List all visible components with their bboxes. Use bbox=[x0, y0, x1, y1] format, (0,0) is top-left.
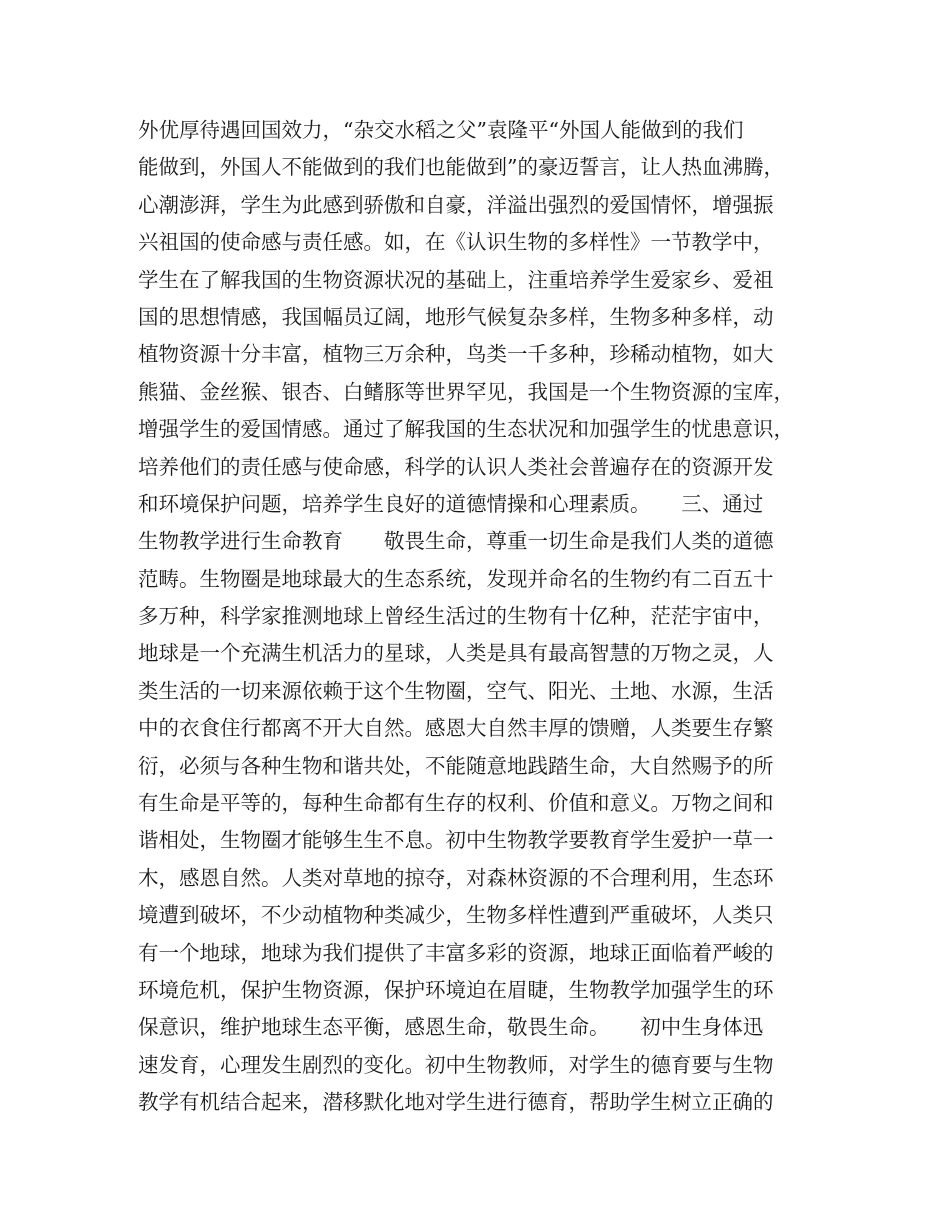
text-line: 兴祖国的使命感与责任感。如，在《认识生物的多样性》一节教学中， bbox=[138, 230, 774, 255]
text-line: 速发育，心理发生剧烈的变化。初中生物教师，对学生的德育要与生物 bbox=[138, 1052, 774, 1077]
text-line: 增强学生的爱国情感。通过了解我国的生态状况和加强学生的忧患意识， bbox=[138, 417, 794, 442]
text-line: 能做到，外国人不能做到的我们也能做到”的豪迈誓言，让人热血沸腾， bbox=[138, 155, 784, 180]
text-line: 有生命是平等的，每种生命都有生存的权利、价值和意义。万物之间和 bbox=[138, 791, 774, 816]
text-line: 植物资源十分丰富，植物三万余种，鸟类一千多种，珍稀动植物，如大 bbox=[138, 342, 774, 367]
text-line: 生物教学进行生命教育 敬畏生命，尊重一切生命是我们人类的道德 bbox=[138, 529, 774, 554]
text-line: 保意识，维护地球生态平衡，感恩生命，敬畏生命。 初中生身体迅 bbox=[138, 1015, 764, 1040]
text-line: 学生在了解我国的生物资源状况的基础上，注重培养学生爱家乡、爱祖 bbox=[138, 267, 774, 292]
text-line: 有一个地球，地球为我们提供了丰富多彩的资源，地球正面临着严峻的 bbox=[138, 940, 774, 965]
text-line: 培养他们的责任感与使命感，科学的认识人类社会普遍存在的资源开发 bbox=[138, 454, 774, 479]
text-line: 中的衣食住行都离不开大自然。感恩大自然丰厚的馈赠，人类要生存繁 bbox=[138, 716, 774, 741]
body-text bbox=[138, 112, 838, 1122]
text-line: 木，感恩自然。人类对草地的掠夺，对森林资源的不合理利用，生态环 bbox=[138, 865, 774, 890]
text-line: 教学有机结合起来，潜移默化地对学生进行德育，帮助学生树立正确的 bbox=[138, 1090, 774, 1115]
text-line: 和环境保护问题，培养学生良好的道德情操和心理素质。 三、通过 bbox=[138, 491, 764, 516]
text-line: 环境危机，保护生物资源，保护环境迫在眉睫，生物教学加强学生的环 bbox=[138, 977, 774, 1002]
text-line: 心潮澎湃，学生为此感到骄傲和自豪，洋溢出强烈的爱国情怀，增强振 bbox=[138, 192, 774, 217]
text-line: 外优厚待遇回国效力，“杂交水稻之父”袁隆平“外国人能做到的我们 bbox=[138, 118, 744, 142]
text-line: 多万种，科学家推测地球上曾经生活过的生物有十亿种，茫茫宇宙中， bbox=[138, 604, 774, 629]
text-line: 境遭到破坏，不少动植物种类减少，生物多样性遭到严重破坏，人类只 bbox=[138, 903, 774, 928]
text-line: 范畴。生物圈是地球最大的生态系统，发现并命名的生物约有二百五十 bbox=[138, 566, 774, 591]
text-line: 谐相处，生物圈才能够生生不息。初中生物教学要教育学生爱护一草一 bbox=[138, 828, 774, 853]
text-line: 国的思想情感，我国幅员辽阔，地形气候复杂多样，生物多种多样，动 bbox=[138, 304, 774, 329]
text-line: 类生活的一切来源依赖于这个生物圈，空气、阳光、土地、水源，生活 bbox=[138, 678, 774, 703]
text-line: 熊猫、金丝猴、银杏、白鳍豚等世界罕见，我国是一个生物资源的宝库， bbox=[138, 379, 794, 404]
text-line: 衍，必须与各种生物和谐共处，不能随意地践踏生命，大自然赐予的所 bbox=[138, 753, 774, 778]
text-line: 地球是一个充满生机活力的星球，人类是具有最高智慧的万物之灵，人 bbox=[138, 641, 774, 666]
